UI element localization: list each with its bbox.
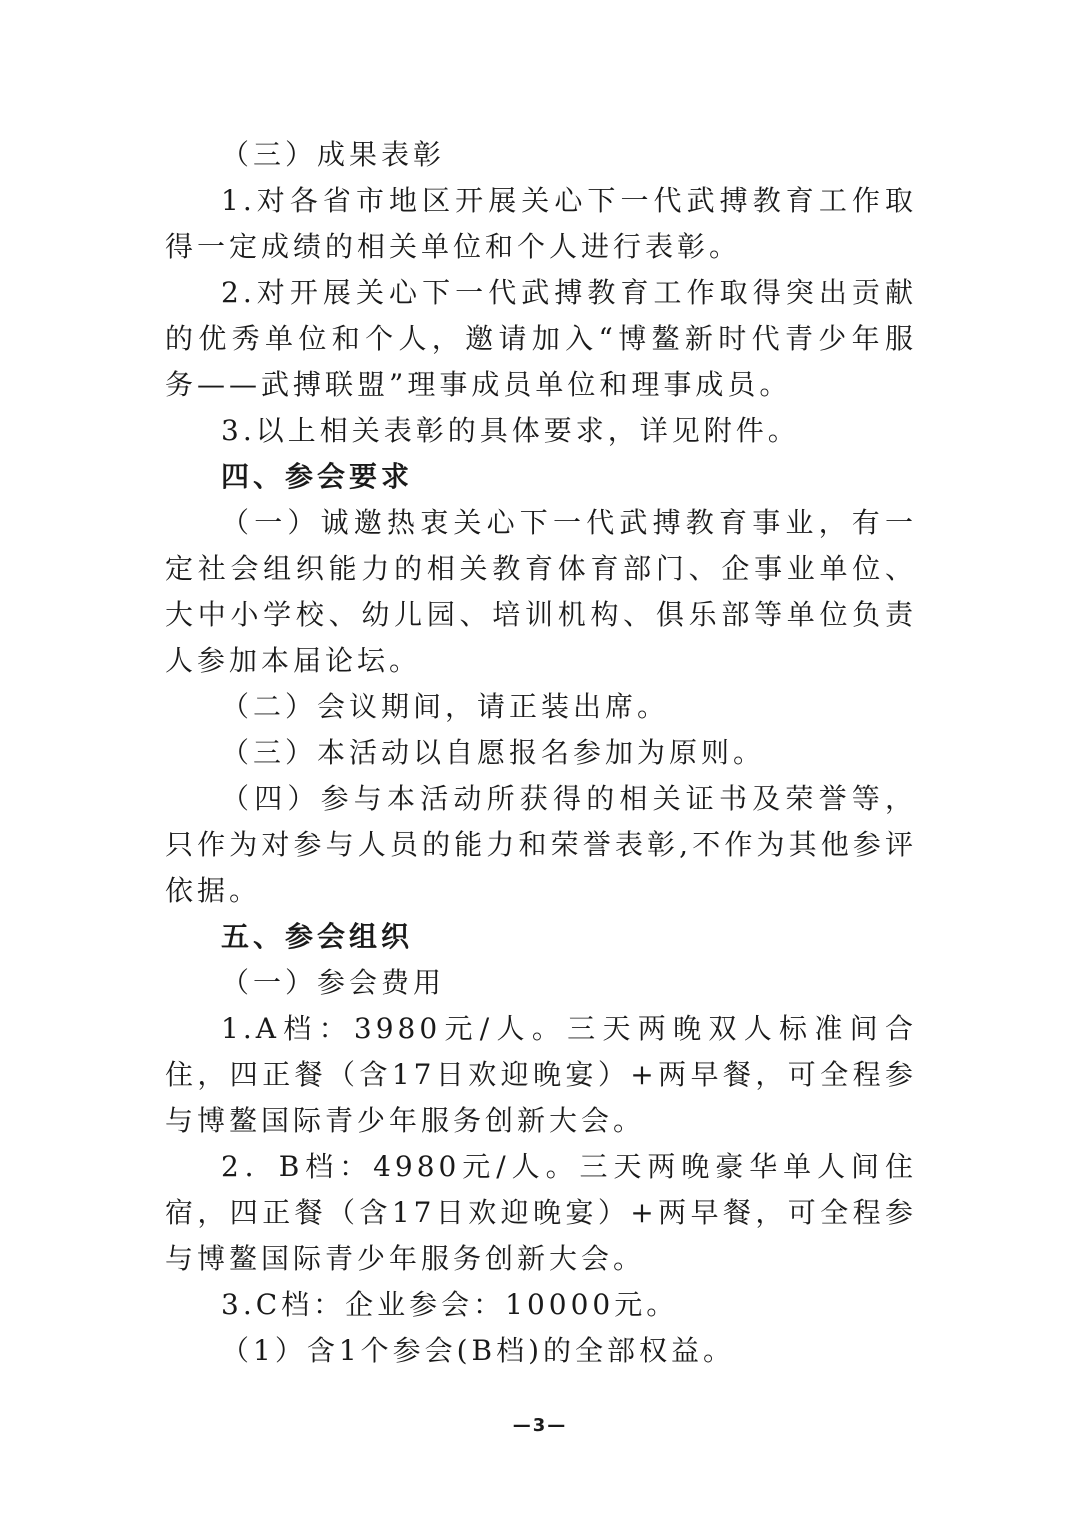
paragraph-requirement-3: （三）本活动以自愿报名参加为原则。	[221, 736, 766, 769]
paragraph-requirement-2: （二）会议期间，请正装出席。	[221, 690, 670, 723]
paragraph-fee-tier-c-benefit-1: （1）含1个参会(B档)的全部权益。	[221, 1334, 736, 1367]
paragraph-award-item-2: 2.对开展关心下一代武搏教育工作取得突出贡献的优秀单位和个人，邀请加入“博鳌新时代青少年服务——武搏联盟”理事成员单位和理事成员。	[165, 276, 917, 401]
section-heading-attendance-requirements: 四、参会要求	[221, 460, 414, 493]
subheading-attendance-fees: （一）参会费用	[221, 966, 446, 999]
paragraph-fee-tier-b: 2．B档：4980元/人。三天两晚豪华单人间住宿，四正餐（含17日欢迎晚宴）+两早餐，可全程参与博鳌国际青少年服务创新大会。	[165, 1150, 917, 1275]
paragraph-fee-tier-a: 1.A档：3980元/人。三天两晚双人标准间合住，四正餐（含17日欢迎晚宴）+两早餐，可全程参与博鳌国际青少年服务创新大会。	[165, 1012, 917, 1137]
subheading-achievement-awards: （三）成果表彰	[221, 138, 446, 171]
paragraph-requirement-4: （四）参与本活动所获得的相关证书及荣誉等，只作为对参与人员的能力和荣誉表彰,不作为其他参评依据。	[165, 782, 917, 907]
section-heading-attendance-organization: 五、参会组织	[221, 920, 414, 953]
document-body	[165, 132, 917, 1374]
paragraph-award-item-1: 1.对各省市地区开展关心下一代武搏教育工作取得一定成绩的相关单位和个人进行表彰。	[165, 184, 917, 263]
paragraph-requirement-1: （一）诚邀热衷关心下一代武搏教育事业，有一定社会组织能力的相关教育体育部门、企事业单位、大中小学校、幼儿园、培训机构、俱乐部等单位负责人参加本届论坛。	[165, 506, 917, 677]
paragraph-fee-tier-c: 3.C档：企业参会：10000元。	[221, 1288, 679, 1321]
paragraph-award-item-3: 3.以上相关表彰的具体要求，详见附件。	[221, 414, 800, 447]
page-number: —3—	[512, 1415, 568, 1436]
